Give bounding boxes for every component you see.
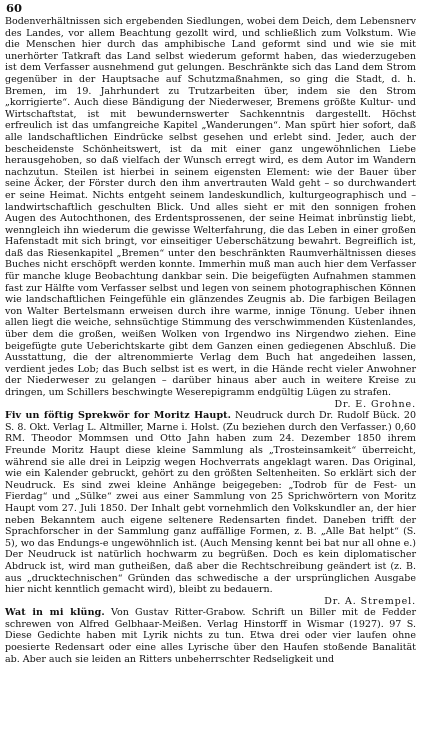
review-2-paragraph [5, 410, 416, 596]
review-2-text: Neudruck durch Dr. Rudolf Bück. 20 S. 8. Okt. Verlag L. Altmiller, Marne i. Holst. (Zu beziehen durch den Verfasser.) 0,60 RM. Theodor Mommsen und Otto Jahn haben zum 24. Dezember 1850 ihrem Freunde Moritz Haupt diese kleine Sammlung als „Trosteinsamkeit“ überreicht, während sie alle drei in Leipzig wegen Hochverrats angeklagt waren. Das Original, wie ein Kalender gebruckt, gehört zu den größten Seltenheiten. So erklärt sich der Neudruck. Es sind zwei kleine Anhänge beigegeben: „Todrob für de Fest- un Fierdag“ und „Sülke“ zwei aus einer Sammlung von 25 Sprichwörtern von Moritz Haupt vom 27. Juli 1850. Der Inhalt gebt vornehmlich den Volkskundler an, der hier neben Bekanntem auch eigene seltenere Redensarten findet. Daneben trifft der Sprachforscher in der Sammlung ganz auffällige Formen, z. B. „Alle Bat helpt“ (S. 5), wo das Endungs-e ungewöhnlich ist. (Auch Mensing kennt bei bat nur all ohne e.) Der Neudruck ist natürlich hochwarm zu begrüßen. Doch es kein diplomatischer Abdruck ist, wird man gutheißen, daß aber die Rechtschreibung geändert ist (z. B. aus „drucktechnischen“ Gründen das schwedische a der ursprünglichen Ausgabe hier nicht kenntlich gemacht wird), bleibt zu bedauern. [5, 410, 416, 596]
review-3-title: Wat in mi klüng. [5, 607, 105, 619]
review-text [5, 16, 416, 665]
review-2-title: Fiv un föftig Sprekwör for Moritz Haupt. [5, 410, 232, 422]
review-3-paragraph [5, 607, 416, 665]
review-1-signature: Dr. E. Grohne. [334, 398, 416, 410]
review-1-paragraph: Bodenverhältnissen sich ergebenden Siedlungen, wobei dem Deich, dem Lebensnerv des Landes, vor allem Beachtung gezollt wird, und schließlich zum Volkstum. Wie die Menschen hier durch das amphibische Land geformt sind und wie sie mit unerhörter Tatkraft das Land selbst wiederum geformt haben, das wiederzugeben ist dem Verfasser ausnehmend gut gelungen. Beschränkte sich das Land dem Strom gegenüber in der Hauptsache auf Schutzmaßnahmen, so ging die Stadt, d. h. Bremen, im 19. Jahrhundert zu Trutzarbeiten über, indem sie den Strom „korrigierte“. Auch diese Bändigung der Niederweser, Bremens größte Kultur- und Wirtschaftstat, ist mit bewundernswerter Sachkenntnis dargestellt. Höchst erfreulich ist das umfangreiche Kapitel „Wanderungen“. Man spürt hier sofort, daß alle landschaftlichen Eindrücke selbst gesehen und erlebt sind. Jeder, auch der bescheidenste Schönheitswert, ist da mit einer ganz ungewöhnlichen Liebe herausgehoben, so daß vielfach der Wunsch erregt wird, es dem Autor im Wandern nachzutun. Steilen ist hierbei in seinem eigensten Element: wie der Bauer über seine Äcker, der Förster durch den ihm anvertrauten Wald geht – so durchwandert er seine Heimat. Nichts entgeht seinem landeskundlich, kulturgeographisch und – landwirtschaftlich geschulten Blick. Und alles sieht er mit den sonnigen frohen Augen des Autochthonen, des Erdentsprossenen, der seine Heimat inbrünstig liebt, wenngleich ihn wiederum die gewisse Welterfahrung, die das Leben in einer großen Hafenstadt mit sich bringt, vor einseitiger Ueberschätzung bewahrt. Begreiflich ist, daß das Riesenkapitel „Bremen“ unter den beschränkten Raumverhältnissen dieses Buches nicht erschöpft werden konnte. Immerhin muß man auch hier dem Verfasser für manche kluge Beobachtung dankbar sein. Die beigefügten Aufnahmen stammen fast zur Hälfte vom Verfasser selbst und legen von seinem photographischen Können wie landschaftlichen Feingefühle ein glänzendes Zeugnis ab. Die farbigen Beilagen von Walter Bertelsmann erweisen durch ihre warme, innige Tönung. Ueber ihnen allen liegt die weiche, sehnsüchtige Stimmung des verschwimmenden Küstenlandes, über dem die großen, weißen Wolken von Irgendwo ins Nirgendwo ziehen. Eine beigefügte gute Ueberichtskarte gibt dem Ganzen einen gediegenen Abschluß. Die Ausstattung, die der altrenommierte Verlag dem Buch hat angedeihen lassen, verdient jedes Lob; das Buch selbst ist es wert, in die Hände recht vieler Anwohner der Niederweser zu gelangen – darüber hinaus aber auch in weitere Kreise zu dringen, um Schillers beschwingte Weserepigramm endgültig Lügen zu strafen. [5, 16, 416, 398]
review-3-text: Von Gustav Ritter-Grabow. Schrift un Biller mit de Fedder schrewen von Alfred Gelbhaar-Meißen. Verlag Hinstorff in Wismar (1927). 97 S. Diese Gedichte haben mit Lyrik nichts zu tun. Etwa drei oder vier laufen ohne poesierte Redensart oder eine alles Lyrische über den Haufen stoßende Banalität ab. Aber auch sie leiden an Ritters unbeherrschter Redseligkeit und [5, 607, 416, 665]
page-number: 60 [6, 1, 23, 15]
review-2-signature: Dr. A. Strempel. [324, 595, 416, 607]
